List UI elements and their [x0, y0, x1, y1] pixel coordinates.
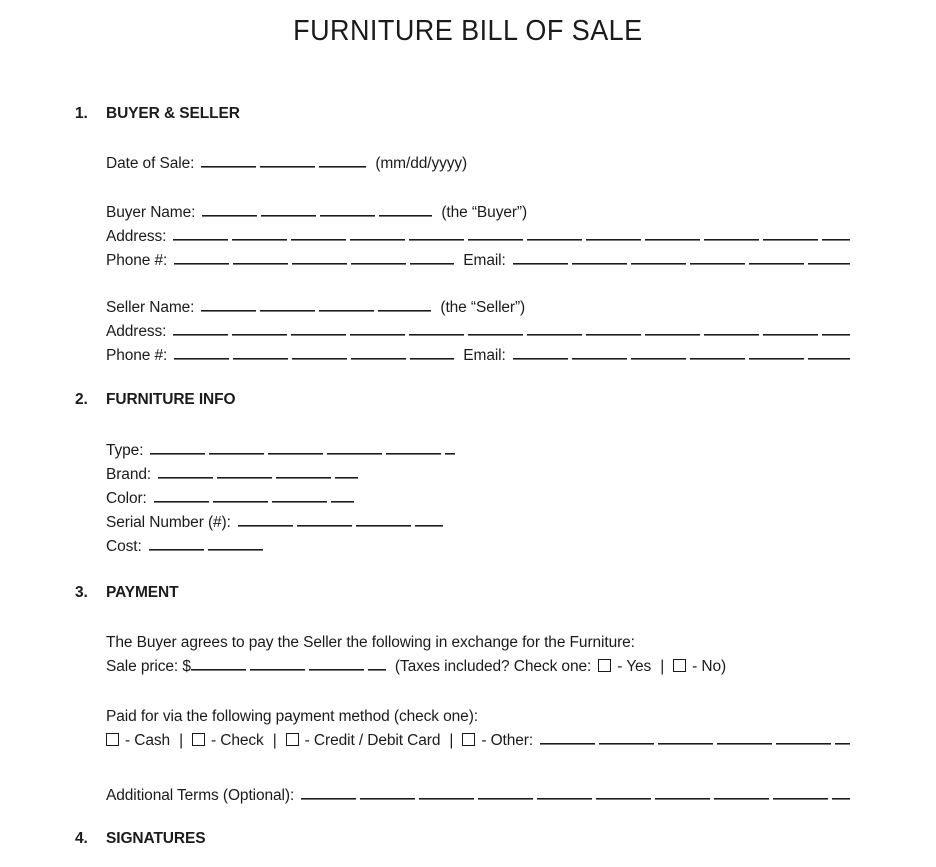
buyer-defined-term: (the “Buyer”) [441, 204, 528, 221]
additional-terms-row [106, 784, 850, 808]
seller-email-blank[interactable] [513, 345, 850, 360]
payment-option-cash [106, 729, 170, 753]
payment-other-blank[interactable] [540, 730, 850, 745]
seller-address-blank[interactable] [173, 321, 850, 336]
section-number-4: 4. [75, 830, 88, 847]
section-furniture-info-body [106, 439, 850, 559]
section-number-3: 3. [75, 584, 88, 601]
payment-option-check [192, 729, 264, 753]
checkbox-taxes-no[interactable] [673, 659, 686, 672]
buyer-name-label: Buyer Name: [106, 204, 196, 221]
furniture-serial-row [106, 511, 850, 535]
furniture-cost-row [106, 535, 850, 559]
document-title-text: FURNITURE BILL OF SALE [293, 15, 643, 47]
section-furniture-info-heading [0, 391, 936, 408]
furniture-cost-blank[interactable] [149, 536, 267, 551]
sale-price-blank[interactable] [191, 656, 386, 671]
furniture-color-blank[interactable] [154, 488, 354, 503]
date-of-sale-blank[interactable] [201, 153, 366, 168]
buyer-phone-label: Phone #: [106, 252, 168, 269]
furniture-brand-row [106, 463, 850, 487]
payment-method-intro-row [106, 705, 850, 729]
payment-intro-row [106, 631, 850, 655]
payment-card-label: - Credit / Debit Card [304, 732, 441, 749]
seller-name-label: Seller Name: [106, 299, 195, 316]
furniture-color-label: Color: [106, 490, 147, 507]
payment-check-label: - Check [211, 732, 264, 749]
checkbox-method-other[interactable] [462, 733, 475, 746]
checkbox-method-cash[interactable] [106, 733, 119, 746]
section-payment-heading [0, 584, 936, 601]
payment-method-intro-text: Paid for via the following payment method (check one): [106, 708, 478, 725]
section-title-furniture-info: FURNITURE INFO [106, 391, 236, 408]
section-title-buyer-seller: BUYER & SELLER [106, 105, 240, 122]
separator-pipe: | [179, 732, 183, 749]
section-buyer-seller-heading [0, 105, 936, 122]
payment-intro-text: The Buyer agrees to pay the Seller the following in exchange for the Furniture: [106, 634, 635, 651]
section-number-1: 1. [75, 105, 88, 122]
seller-name-row [106, 296, 850, 320]
taxes-yes-label: - Yes [617, 658, 652, 675]
seller-address-label: Address: [106, 323, 167, 340]
separator-pipe: | [660, 658, 665, 675]
buyer-address-row [106, 225, 850, 249]
date-of-sale-row [106, 152, 850, 176]
seller-phone-blank[interactable] [174, 345, 454, 360]
checkbox-method-card[interactable] [286, 733, 299, 746]
payment-option-other [462, 729, 533, 753]
section-signatures-heading [0, 830, 936, 847]
buyer-name-row [106, 201, 850, 225]
checkbox-taxes-yes[interactable] [598, 659, 611, 672]
seller-email-label: Email: [463, 347, 506, 364]
section-buyer-seller-body [106, 152, 850, 368]
separator-pipe: | [272, 732, 277, 749]
payment-other-label: - Other: [481, 732, 534, 749]
furniture-type-blank[interactable] [150, 440, 455, 455]
separator-pipe: | [449, 732, 454, 749]
buyer-name-blank[interactable] [202, 202, 432, 217]
payment-method-options-row [106, 729, 850, 753]
buyer-phone-blank[interactable] [174, 250, 454, 265]
taxes-included-prompt: (Taxes included? Check one: [394, 658, 592, 675]
buyer-address-blank[interactable] [173, 226, 850, 241]
sale-price-row [106, 655, 850, 679]
furniture-serial-label: Serial Number (#): [106, 514, 231, 531]
buyer-email-label: Email: [463, 252, 506, 269]
date-of-sale-label: Date of Sale: [106, 155, 195, 172]
furniture-brand-blank[interactable] [158, 464, 358, 479]
furniture-serial-blank[interactable] [238, 512, 443, 527]
checkbox-method-check[interactable] [192, 733, 205, 746]
seller-phone-label: Phone #: [106, 347, 168, 364]
seller-name-blank[interactable] [201, 297, 431, 312]
taxes-no-label: - No) [692, 658, 727, 675]
seller-address-row [106, 320, 850, 344]
buyer-phone-email-row [106, 249, 850, 273]
taxes-option-no [673, 655, 726, 679]
buyer-email-blank[interactable] [513, 250, 850, 265]
section-payment-body [106, 631, 850, 808]
seller-defined-term: (the “Seller”) [440, 299, 526, 316]
sale-price-label: Sale price: $ [106, 658, 191, 675]
payment-cash-label: - Cash [125, 732, 171, 749]
section-title-payment: PAYMENT [106, 584, 179, 601]
furniture-color-row [106, 487, 850, 511]
additional-terms-blank[interactable] [301, 785, 850, 800]
furniture-cost-label: Cost: [106, 538, 142, 555]
buyer-address-label: Address: [106, 228, 167, 245]
date-format-hint: (mm/dd/yyyy) [375, 155, 468, 172]
furniture-brand-label: Brand: [106, 466, 152, 483]
furniture-type-row [106, 439, 850, 463]
payment-option-card [286, 729, 441, 753]
section-number-2: 2. [75, 391, 88, 408]
additional-terms-label: Additional Terms (Optional): [106, 787, 295, 804]
seller-phone-email-row [106, 344, 850, 368]
furniture-type-label: Type: [106, 442, 144, 459]
section-title-signatures: SIGNATURES [106, 830, 206, 847]
document-title [0, 14, 936, 48]
taxes-option-yes [598, 655, 651, 679]
